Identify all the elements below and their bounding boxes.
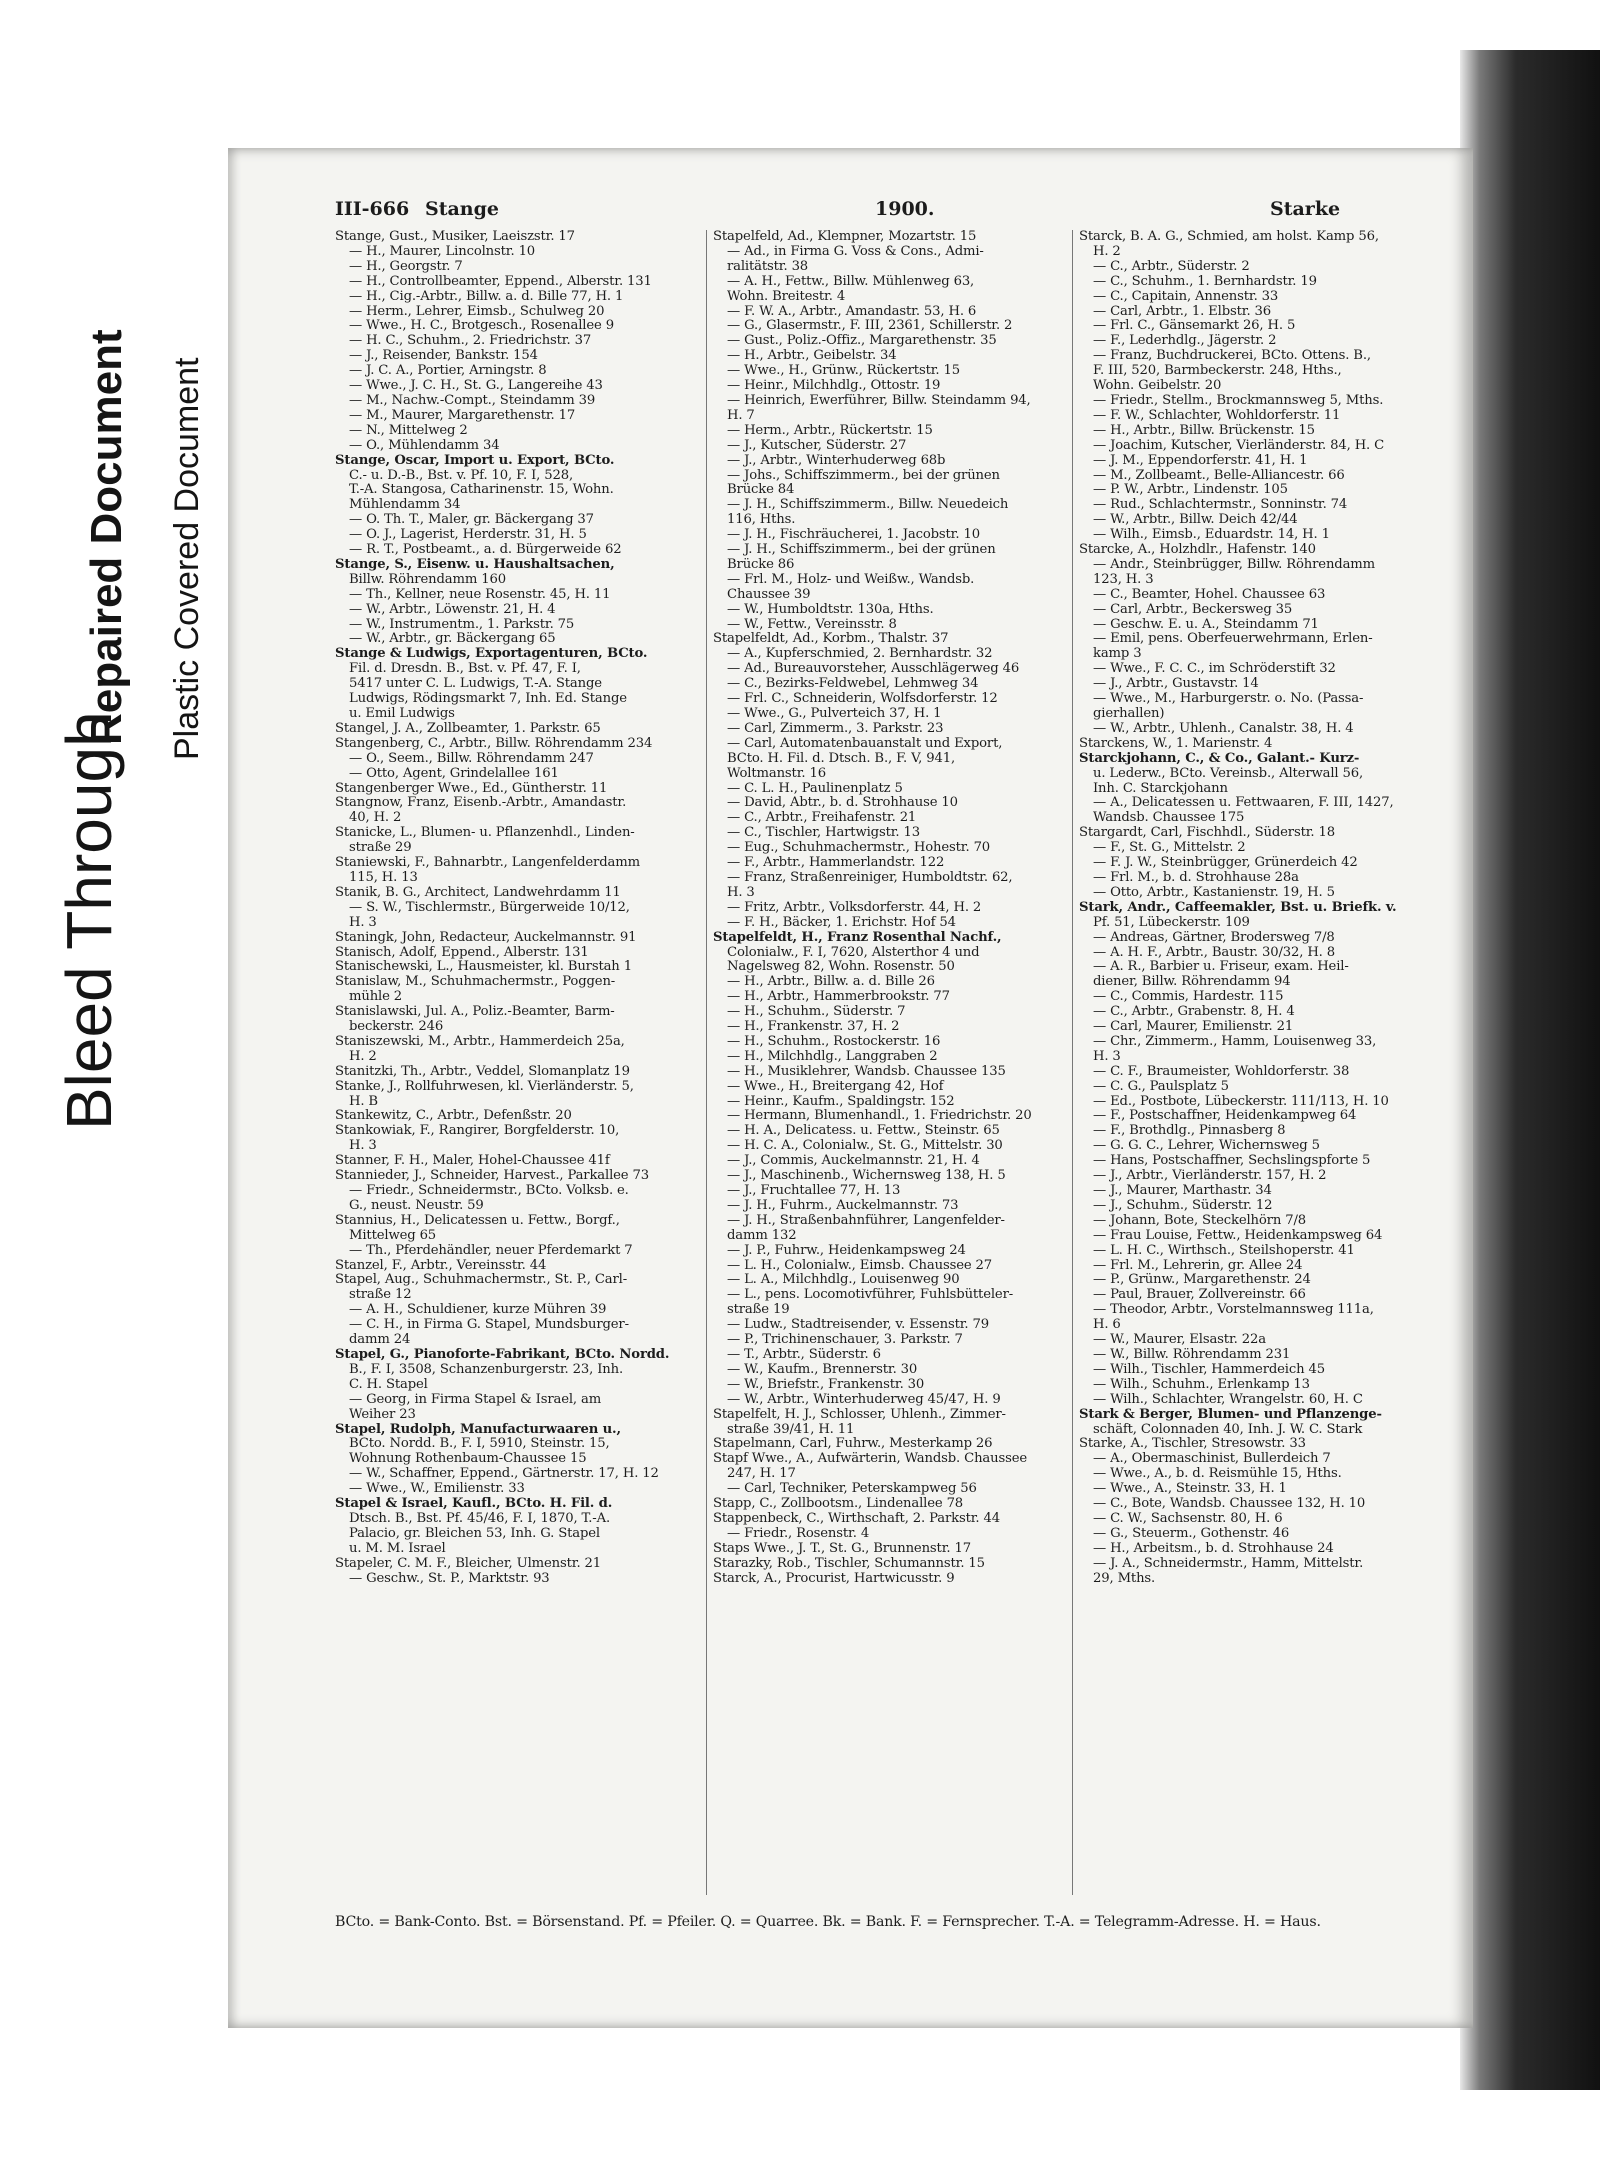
directory-entry-line: Woltmanstr. 16 bbox=[727, 766, 826, 781]
directory-entry-line: — Geschw. E. u. A., Steindamm 71 bbox=[1093, 617, 1319, 632]
directory-entry-line: mühle 2 bbox=[349, 990, 403, 1005]
directory-entry-line: — Frl. C., Gänsemarkt 26, H. 5 bbox=[1093, 319, 1296, 334]
directory-entry-line: straße 19 bbox=[727, 1303, 790, 1318]
directory-entry-line: BCto. H. Fil. d. Dtsch. B., F. V, 941, bbox=[727, 751, 956, 766]
directory-entry-line: Stangel, J. A., Zollbeamter, 1. Parkstr. 65 bbox=[335, 721, 601, 736]
directory-entry-line: — Hans, Postschaffner, Sechslingspforte 5 bbox=[1093, 1154, 1371, 1169]
directory-entry-line: — J., Arbtr., Vierländerstr. 157, H. 2 bbox=[1093, 1169, 1327, 1184]
directory-entry-line: — C. W., Sachsenstr. 80, H. 6 bbox=[1093, 1511, 1283, 1526]
directory-entry-line: — Andreas, Gärtner, Brodersweg 7/8 bbox=[1093, 930, 1335, 945]
directory-entry-line: Stanik, B. G., Architect, Landwehrdamm 11 bbox=[335, 885, 621, 900]
scan-edge-shadow bbox=[1460, 50, 1600, 2090]
directory-entry-line: — Carl, Zimmerm., 3. Parkstr. 23 bbox=[727, 721, 944, 736]
directory-entry-line: — H., Controllbeamter, Eppend., Alberstr. 131 bbox=[349, 274, 652, 289]
directory-entry-line: — Frl. M., Lehrerin, gr. Allee 24 bbox=[1093, 1258, 1303, 1273]
directory-entry-line: Inh. C. Starckjohann bbox=[1093, 781, 1228, 796]
directory-entry-line: — F., Brothdlg., Pinnasberg 8 bbox=[1093, 1124, 1286, 1139]
directory-entry-line: — A., Obermaschinist, Bullerdeich 7 bbox=[1093, 1452, 1331, 1467]
directory-entry-line: damm 132 bbox=[727, 1228, 797, 1243]
directory-entry-line: Starck, B. A. G., Schmied, am holst. Kamp 56, bbox=[1079, 230, 1379, 244]
directory-entry-line: — Otto, Agent, Grindelallee 161 bbox=[349, 766, 559, 781]
plastic-covered-label: Plastic Covered Document bbox=[168, 357, 206, 760]
directory-entry-line: Staniewski, F., Bahnarbtr., Langenfelderdamm bbox=[335, 856, 640, 871]
directory-entry-line: Stappenbeck, C., Wirthschaft, 2. Parkstr. 44 bbox=[713, 1511, 1000, 1526]
directory-entry-line: — Wwe., H., Breitergang 42, Hof bbox=[727, 1079, 944, 1094]
directory-entry-line: — F., Arbtr., Hammerlandstr. 122 bbox=[727, 856, 945, 871]
repaired-document-label: Repaired Document bbox=[82, 329, 131, 745]
directory-entry-line: — C., Bezirks-Feldwebel, Lehmweg 34 bbox=[727, 677, 979, 692]
directory-page bbox=[228, 148, 1473, 2028]
directory-entry-line: straße 12 bbox=[349, 1288, 412, 1303]
directory-entry-line: — J., Kutscher, Süderstr. 27 bbox=[727, 438, 907, 453]
directory-entry-line: Mühlendamm 34 bbox=[349, 498, 461, 513]
directory-entry-line: Stanisch, Adolf, Eppend., Alberstr. 131 bbox=[335, 945, 589, 960]
directory-entry-line: F. III, 520, Barmbeckerstr. 248, Hths., bbox=[1093, 364, 1342, 379]
directory-entry-line: — L. H., Colonialw., Eimsb. Chaussee 27 bbox=[727, 1258, 993, 1273]
directory-entry-line: Wohn. Breitestr. 4 bbox=[727, 289, 846, 304]
directory-entry-line: — J. P., Fuhrw., Heidenkampsweg 24 bbox=[727, 1243, 966, 1258]
directory-entry-line: — W., Maurer, Elsastr. 22a bbox=[1093, 1333, 1266, 1348]
directory-entry-line: diener, Billw. Röhrendamm 94 bbox=[1093, 975, 1291, 990]
directory-entry-line: — M., Maurer, Margarethenstr. 17 bbox=[349, 408, 576, 423]
directory-entry-line: — Ludw., Stadtreisender, v. Essenstr. 79 bbox=[727, 1318, 989, 1333]
directory-entry-line: Billw. Röhrendamm 160 bbox=[349, 572, 506, 587]
directory-entry-line: — O. Th. T., Maler, gr. Bäckergang 37 bbox=[349, 513, 594, 528]
directory-entry-line: — M., Zollbeamt., Belle-Alliancestr. 66 bbox=[1093, 468, 1345, 483]
directory-entry-line: — C. L. H., Paulinenplatz 5 bbox=[727, 781, 903, 796]
directory-entry-line: Palacio, gr. Bleichen 53, Inh. G. Stapel bbox=[349, 1526, 600, 1541]
directory-entry-line: — Th., Kellner, neue Rosenstr. 45, H. 11 bbox=[349, 587, 611, 602]
directory-entry-line: BCto. Nordd. B., F. I, 5910, Steinstr. 15, bbox=[349, 1437, 610, 1452]
directory-entry-line: straße 29 bbox=[349, 841, 412, 856]
directory-entry-line: — F. J. W., Steinbrügger, Grünerdeich 42 bbox=[1093, 856, 1358, 871]
directory-entry-line: Stanicke, L., Blumen- u. Pflanzenhdl., Linden- bbox=[335, 826, 635, 841]
directory-entry-line: — Chr., Zimmerm., Hamm, Louisenweg 33, bbox=[1093, 1034, 1377, 1049]
directory-entry-line: — Wwe., A., Steinstr. 33, H. 1 bbox=[1093, 1482, 1287, 1497]
directory-entry-line: — M., Nachw.-Compt., Steindamm 39 bbox=[349, 393, 596, 408]
directory-entry-line: — Friedr., Schneidermstr., BCto. Volksb. e. bbox=[349, 1184, 629, 1198]
directory-entry-line: Stange, Gust., Musiker, Laeiszstr. 17 bbox=[335, 230, 575, 244]
directory-entry-line: — R. T., Postbeamt., a. d. Bürgerweide 62 bbox=[349, 543, 622, 558]
directory-entry-line: Stark & Berger, Blumen- und Pflanzenge- bbox=[1079, 1407, 1382, 1422]
directory-entry-line: — J. H., Schiffszimmerm., bei der grünen bbox=[727, 543, 996, 558]
directory-entry-line: — J. C. A., Portier, Arningstr. 8 bbox=[349, 364, 547, 379]
directory-entry-line: — W., Arbtr., Löwenstr. 21, H. 4 bbox=[349, 602, 556, 617]
directory-entry-line: Staps Wwe., J. T., St. G., Brunnenstr. 17 bbox=[713, 1541, 971, 1556]
directory-entry-line: G., neust. Neustr. 59 bbox=[349, 1198, 484, 1213]
directory-entry-line: — Ed., Postbote, Lübeckerstr. 111/113, H. 10 bbox=[1093, 1094, 1389, 1109]
header-left-word: Stange bbox=[425, 198, 499, 220]
header-year: 1900. bbox=[875, 198, 935, 220]
directory-entry-line: — C., Beamter, Hohel. Chaussee 63 bbox=[1093, 587, 1326, 602]
directory-entry-line: — N., Mittelweg 2 bbox=[349, 423, 468, 438]
directory-entry-line: Weiher 23 bbox=[349, 1407, 416, 1422]
directory-entry-line: — J., Fruchtallee 77, H. 13 bbox=[727, 1184, 901, 1198]
directory-entry-line: — C. G., Paulsplatz 5 bbox=[1093, 1079, 1229, 1094]
directory-entry-line: — A. H. F., Arbtr., Baustr. 30/32, H. 8 bbox=[1093, 945, 1336, 960]
directory-entry-line: — C., Arbtr., Süderstr. 2 bbox=[1093, 259, 1250, 274]
directory-entry-line: — Rud., Schlachtermstr., Sonninstr. 74 bbox=[1093, 498, 1348, 513]
directory-entry-line: — A. R., Barbier u. Friseur, exam. Heil- bbox=[1093, 960, 1349, 975]
directory-entry-line: Stapelmann, Carl, Fuhrw., Mesterkamp 26 bbox=[713, 1437, 993, 1452]
directory-entry-line: — Fritz, Arbtr., Volksdorferstr. 44, H. 2 bbox=[727, 900, 982, 915]
directory-entry-line: — Wilh., Schlachter, Wrangelstr. 60, H. C bbox=[1093, 1392, 1363, 1407]
directory-entry-line: — Wilh., Tischler, Hammerdeich 45 bbox=[1093, 1362, 1325, 1377]
directory-entry-line: — W., Arbtr., Billw. Deich 42/44 bbox=[1093, 513, 1298, 528]
directory-entry-line: — O. J., Lagerist, Herderstr. 31, H. 5 bbox=[349, 528, 587, 543]
directory-entry-line: — Franz, Straßenreiniger, Humboldtstr. 62, bbox=[727, 870, 1013, 885]
directory-entry-line: ralitätstr. 38 bbox=[727, 259, 809, 274]
directory-entry-line: — W., Billw. Röhrendamm 231 bbox=[1093, 1347, 1291, 1362]
directory-entry-line: — W., Kaufm., Brennerstr. 30 bbox=[727, 1362, 918, 1377]
directory-entry-line: — L. A., Milchhdlg., Louisenweg 90 bbox=[727, 1273, 960, 1288]
directory-entry-line: C. H. Stapel bbox=[349, 1377, 428, 1392]
directory-entry-line: — Wwe., J. C. H., St. G., Langereihe 43 bbox=[349, 379, 603, 394]
directory-entry-line: — Herm., Lehrer, Eimsb., Schulweg 20 bbox=[349, 304, 605, 319]
directory-entry-line: — Friedr., Stellm., Brockmannsweg 5, Mths. bbox=[1093, 393, 1384, 408]
bleed-through-label: Bleed Through bbox=[53, 711, 125, 1130]
directory-entry-line: — G. G. C., Lehrer, Wichernsweg 5 bbox=[1093, 1139, 1320, 1154]
directory-entry-line: — H. A., Delicatess. u. Fettw., Steinstr. 65 bbox=[727, 1124, 1000, 1139]
directory-entry-line: H. 7 bbox=[727, 408, 755, 423]
directory-entry-line: T.-A. Stangosa, Catharinenstr. 15, Wohn. bbox=[349, 483, 614, 498]
directory-entry-line: — Friedr., Rosenstr. 4 bbox=[727, 1526, 870, 1541]
directory-entry-line: — H., Schuhm., Süderstr. 7 bbox=[727, 1005, 906, 1020]
directory-entry-line: — C., Tischler, Hartwigstr. 13 bbox=[727, 826, 920, 841]
directory-entry-line: Stangenberg, C., Arbtr., Billw. Röhrendamm 234 bbox=[335, 736, 653, 751]
directory-entry-line: H. B bbox=[349, 1094, 378, 1109]
directory-entry-line: schäft, Colonnaden 40, Inh. J. W. C. Stark bbox=[1093, 1422, 1363, 1437]
directory-entry-line: — Eug., Schuhmachermstr., Hohestr. 70 bbox=[727, 841, 991, 856]
running-header bbox=[335, 198, 1435, 228]
directory-entry-line: — P., Grünw., Margarethenstr. 24 bbox=[1093, 1273, 1311, 1288]
directory-entry-line: — Wwe., G., Pulverteich 37, H. 1 bbox=[727, 707, 942, 721]
directory-entry-line: Starckens, W., 1. Marienstr. 4 bbox=[1079, 736, 1273, 751]
directory-entry-line: Stange, S., Eisenw. u. Haushaltsachen, bbox=[335, 557, 615, 572]
directory-entry-line: — L. H. C., Wirthsch., Steilshoperstr. 41 bbox=[1093, 1243, 1355, 1258]
directory-entry-line: — H., Musiklehrer, Wandsb. Chaussee 135 bbox=[727, 1064, 1006, 1079]
directory-entry-line: Brücke 84 bbox=[727, 483, 795, 498]
directory-entry-line: B., F. I, 3508, Schanzenburgerstr. 23, Inh. bbox=[349, 1362, 623, 1377]
directory-entry-line: Stapelfelt, H. J., Schlosser, Uhlenh., Zimmer- bbox=[713, 1407, 1006, 1422]
directory-entry-line: — Wwe., M., Harburgerstr. o. No. (Passa- bbox=[1093, 692, 1364, 707]
directory-entry-line: damm 24 bbox=[349, 1333, 411, 1348]
directory-entry-line: Stapp, C., Zollbootsm., Lindenallee 78 bbox=[713, 1497, 964, 1512]
directory-entry-line: Stankewitz, C., Arbtr., Defenßstr. 20 bbox=[335, 1109, 572, 1124]
directory-entry-line: — C., Arbtr., Freihafenstr. 21 bbox=[727, 811, 917, 826]
directory-entry-line: Stannieder, J., Schneider, Harvest., Parkallee 73 bbox=[335, 1169, 649, 1184]
directory-entry-line: — David, Abtr., b. d. Strohhause 10 bbox=[727, 796, 958, 811]
directory-entry-line: Fil. d. Dresdn. B., Bst. v. Pf. 47, F. I, bbox=[349, 662, 581, 677]
directory-entry-line: — Herm., Arbtr., Rückertstr. 15 bbox=[727, 423, 933, 438]
directory-entry-line: — C. F., Braumeister, Wohldorferstr. 38 bbox=[1093, 1064, 1350, 1079]
directory-entry-line: Stapf Wwe., A., Aufwärterin, Wandsb. Chaussee bbox=[713, 1452, 1028, 1467]
directory-entry-line: — F. H., Bäcker, 1. Erichstr. Hof 54 bbox=[727, 915, 956, 930]
directory-entry-line: Stargardt, Carl, Fischhdl., Süderstr. 18 bbox=[1079, 826, 1335, 841]
directory-entry-line: — W., Arbtr., gr. Bäckergang 65 bbox=[349, 632, 556, 647]
directory-entry-line: Pf. 51, Lübeckerstr. 109 bbox=[1093, 915, 1250, 930]
directory-entry-line: Stanner, F. H., Maler, Hohel-Chaussee 41f bbox=[335, 1154, 610, 1169]
directory-entry-line: — W., Schaffner, Eppend., Gärtnerstr. 17, H. 12 bbox=[349, 1467, 659, 1482]
directory-entry-line: — W., Fettw., Vereinsstr. 8 bbox=[727, 617, 897, 632]
directory-entry-line: — Frl. M., Holz- und Weißw., Wandsb. bbox=[727, 572, 975, 587]
directory-entry-line: — J. H., Fuhrm., Auckelmannstr. 73 bbox=[727, 1198, 959, 1213]
directory-entry-line: — C., Commis, Hardestr. 115 bbox=[1093, 990, 1284, 1005]
directory-entry-line: Stapel, G., Pianoforte-Fabrikant, BCto. Nordd. bbox=[335, 1347, 670, 1362]
directory-entry-line: — J., Commis, Auckelmannstr. 21, H. 4 bbox=[727, 1154, 980, 1169]
directory-entry-line: Stark, Andr., Caffeemakler, Bst. u. Briefk. v. bbox=[1079, 900, 1397, 915]
directory-entry-line: Staniszewski, M., Arbtr., Hammerdeich 25a, bbox=[335, 1034, 625, 1049]
directory-entry-line: — F., St. G., Mittelstr. 2 bbox=[1093, 841, 1246, 856]
directory-entry-line: C.- u. D.-B., Bst. v. Pf. 10, F. I, 528, bbox=[349, 468, 574, 483]
directory-entry-line: — W., Instrumentm., 1. Parkstr. 75 bbox=[349, 617, 575, 632]
directory-entry-line: 115, H. 13 bbox=[349, 870, 418, 885]
directory-entry-line: Stange, Oscar, Import u. Export, BCto. bbox=[335, 453, 615, 468]
directory-entry-line: — Heinr., Milchhdlg., Ottostr. 19 bbox=[727, 379, 941, 394]
directory-entry-line: Stange & Ludwigs, Exportagenturen, BCto. bbox=[335, 647, 648, 662]
directory-entry-line: Nagelsweg 82, Wohn. Rosenstr. 50 bbox=[727, 960, 955, 975]
directory-entry-line: — Carl, Automatenbauanstalt und Export, bbox=[727, 736, 1003, 751]
directory-entry-line: — P., Trichinenschauer, 3. Parkstr. 7 bbox=[727, 1333, 963, 1348]
directory-entry-line: Stanislawski, Jul. A., Poliz.-Beamter, Barm- bbox=[335, 1005, 615, 1020]
directory-entry-line: Stangnow, Franz, Eisenb.-Arbtr., Amandastr. bbox=[335, 796, 627, 811]
directory-entry-line: — Frl. M., b. d. Strohhause 28a bbox=[1093, 870, 1299, 885]
directory-entry-line: — Wwe., F. C. C., im Schröderstift 32 bbox=[1093, 662, 1336, 677]
directory-entry-line: Dtsch. B., Bst. Pf. 45/46, F. I, 1870, T.-A. bbox=[349, 1511, 611, 1526]
abbreviation-legend: BCto. = Bank-Conto. Bst. = Börsenstand. Pf. = Pfeiler. Q. = Quarree. Bk. = Bank. F. = Fernsprecher. T.-A. = Telegramm-Adresse. H. = Haus. bbox=[335, 1914, 1321, 1930]
page-number: III-666 bbox=[335, 198, 410, 220]
directory-entry-line: — J., Schuhm., Süderstr. 12 bbox=[1093, 1198, 1273, 1213]
directory-entry-line: beckerstr. 246 bbox=[349, 1020, 444, 1035]
directory-entry-line: Stapelfeld, Ad., Klempner, Mozartstr. 15 bbox=[713, 230, 977, 244]
directory-entry-line: — Paul, Brauer, Zollvereinstr. 66 bbox=[1093, 1288, 1306, 1303]
directory-entry-line: H. 3 bbox=[349, 915, 377, 930]
directory-entry-line: Staningk, John, Redacteur, Auckelmannstr. 91 bbox=[335, 930, 637, 945]
directory-entry-line: — F., Lederhdlg., Jägerstr. 2 bbox=[1093, 334, 1277, 349]
directory-entry-line: Stapel & Israel, Kaufl., BCto. H. Fil. d. bbox=[335, 1497, 613, 1512]
directory-entry-line: — H., Maurer, Lincolnstr. 10 bbox=[349, 244, 536, 259]
directory-entry-line: — J. H., Straßenbahnführer, Langenfelder- bbox=[727, 1213, 1005, 1228]
directory-entry-line: straße 39/41, H. 11 bbox=[727, 1422, 855, 1437]
directory-entry-line: Stapelfeldt, Ad., Korbm., Thalstr. 37 bbox=[713, 632, 949, 647]
directory-entry-line: — H. C. A., Colonialw., St. G., Mittelstr. 30 bbox=[727, 1139, 1003, 1154]
directory-entry-line: Stapeler, C. M. F., Bleicher, Ulmenstr. 21 bbox=[335, 1556, 602, 1571]
directory-entry-line: 116, Hths. bbox=[727, 513, 796, 528]
directory-entry-line: — Joachim, Kutscher, Vierländerstr. 84, H. C bbox=[1093, 438, 1385, 453]
directory-entry-line: — C., Arbtr., Grabenstr. 8, H. 4 bbox=[1093, 1005, 1295, 1020]
directory-entry-line: — J. H., Fischräucherei, 1. Jacobstr. 10 bbox=[727, 528, 980, 543]
directory-entry-line: H. 3 bbox=[1093, 1049, 1121, 1064]
directory-entry-line: — J., Maschinenb., Wichernsweg 138, H. 5 bbox=[727, 1169, 1006, 1184]
directory-entry-line: gierhallen) bbox=[1093, 707, 1165, 721]
directory-entry-line: — Wilh., Eimsb., Eduardstr. 14, H. 1 bbox=[1093, 528, 1330, 543]
directory-entry-line: — H., Georgstr. 7 bbox=[349, 259, 463, 274]
directory-entry-line: 123, H. 3 bbox=[1093, 572, 1154, 587]
directory-entry-line: — Carl, Maurer, Emilienstr. 21 bbox=[1093, 1020, 1294, 1035]
directory-entry-line: — J. H., Schiffszimmerm., Billw. Neuedeich bbox=[727, 498, 1009, 513]
directory-columns bbox=[335, 230, 1435, 1895]
directory-entry-line: — Ad., Bureauvorsteher, Ausschlägerweg 46 bbox=[727, 662, 1020, 677]
directory-entry-line: — Johs., Schiffszimmerm., bei der grünen bbox=[727, 468, 1000, 483]
directory-entry-line: — C., Capitain, Annenstr. 33 bbox=[1093, 289, 1279, 304]
directory-entry-line: 40, H. 2 bbox=[349, 811, 402, 826]
directory-entry-line: Stanitzki, Th., Arbtr., Veddel, Slomanplatz 19 bbox=[335, 1064, 630, 1079]
directory-entry-line: Stangenberger Wwe., Ed., Güntherstr. 11 bbox=[335, 781, 608, 796]
directory-entry-line: — Th., Pferdehändler, neuer Pferdemarkt 7 bbox=[349, 1243, 633, 1258]
directory-entry-line: Stankowiak, F., Rangirer, Borgfelderstr. 10, bbox=[335, 1124, 620, 1139]
directory-entry-line: — H., Schuhm., Rostockerstr. 16 bbox=[727, 1034, 941, 1049]
directory-entry-line: — G., Steuerm., Gothenstr. 46 bbox=[1093, 1526, 1290, 1541]
directory-entry-line: — H. C., Schuhm., 2. Friedrichstr. 37 bbox=[349, 334, 592, 349]
directory-entry-line: Stanischewski, L., Hausmeister, kl. Burstah 1 bbox=[335, 960, 632, 975]
directory-entry-line: 247, H. 17 bbox=[727, 1467, 796, 1482]
directory-entry-line: — Franz, Buchdruckerei, BCto. Ottens. B., bbox=[1093, 349, 1371, 364]
directory-entry-line: Starck, A., Procurist, Hartwicusstr. 9 bbox=[713, 1571, 955, 1586]
directory-entry-line: — A., Kupferschmied, 2. Bernhardstr. 32 bbox=[727, 647, 993, 662]
directory-entry-line: H. 3 bbox=[727, 885, 755, 900]
directory-entry-line: — H., Arbtr., Hammerbrookstr. 77 bbox=[727, 990, 950, 1005]
directory-column-3 bbox=[1072, 230, 1435, 1895]
directory-entry-line: H. 3 bbox=[349, 1139, 377, 1154]
directory-entry-line: H. 2 bbox=[349, 1049, 377, 1064]
directory-entry-line: — H., Milchhdlg., Langgraben 2 bbox=[727, 1049, 938, 1064]
directory-entry-line: — Heinrich, Ewerführer, Billw. Steindamm 94, bbox=[727, 393, 1031, 408]
directory-entry-line: — J., Reisender, Bankstr. 154 bbox=[349, 349, 538, 364]
directory-entry-line: Wohnung Rothenbaum-Chaussee 15 bbox=[349, 1452, 587, 1467]
directory-entry-line: — C., Bote, Wandsb. Chaussee 132, H. 10 bbox=[1093, 1497, 1366, 1512]
directory-entry-line: — H., Arbtr., Billw. a. d. Bille 26 bbox=[727, 975, 935, 990]
directory-entry-line: — Emil, pens. Oberfeuerwehrmann, Erlen- bbox=[1093, 632, 1373, 647]
directory-entry-line: — Andr., Steinbrügger, Billw. Röhrendamm bbox=[1093, 557, 1376, 572]
directory-entry-line: — Wwe., H. C., Brotgesch., Rosenallee 9 bbox=[349, 319, 614, 334]
directory-entry-line: H. 2 bbox=[1093, 244, 1121, 259]
directory-entry-line: — Carl, Techniker, Peterskampweg 56 bbox=[727, 1482, 977, 1497]
directory-entry-line: Stapel, Aug., Schuhmachermstr., St. P., Carl- bbox=[335, 1273, 628, 1288]
directory-entry-line: — Ad., in Firma G. Voss & Cons., Admi- bbox=[727, 244, 984, 259]
directory-entry-line: — O., Seem., Billw. Röhrendamm 247 bbox=[349, 751, 594, 766]
directory-entry-line: Stapelfeldt, H., Franz Rosenthal Nachf., bbox=[713, 930, 1002, 945]
directory-entry-line: Mittelweg 65 bbox=[349, 1228, 437, 1243]
directory-entry-line: H. 6 bbox=[1093, 1318, 1121, 1333]
directory-entry-line: Colonialw., F. I, 7620, Alsterthor 4 und bbox=[727, 945, 980, 960]
directory-entry-line: — L., pens. Locomotivführer, Fuhlsbütteler- bbox=[727, 1288, 1014, 1303]
directory-entry-line: — G., Glasermstr., F. III, 2361, Schillerstr. 2 bbox=[727, 319, 1013, 334]
directory-entry-line: — J., Maurer, Marthastr. 34 bbox=[1093, 1184, 1272, 1198]
directory-entry-line: — Carl, Arbtr., 1. Elbstr. 36 bbox=[1093, 304, 1272, 319]
directory-entry-line: — Frl. C., Schneiderin, Wolfsdorferstr. 12 bbox=[727, 692, 998, 707]
directory-entry-line: — H., Frankenstr. 37, H. 2 bbox=[727, 1020, 900, 1035]
directory-entry-line: — S. W., Tischlermstr., Bürgerweide 10/12, bbox=[349, 900, 630, 915]
directory-entry-line: — Gust., Poliz.-Offiz., Margarethenstr. 35 bbox=[727, 334, 997, 349]
directory-entry-line: — J. M., Eppendorferstr. 41, H. 1 bbox=[1093, 453, 1308, 468]
directory-entry-line: — J., Arbtr., Gustavstr. 14 bbox=[1093, 677, 1259, 692]
directory-entry-line: Wandsb. Chaussee 175 bbox=[1093, 811, 1245, 826]
directory-column-2 bbox=[706, 230, 1069, 1895]
directory-entry-line: — J., Arbtr., Winterhuderweg 68b bbox=[727, 453, 946, 468]
directory-entry-line: — W., Briefstr., Frankenstr. 30 bbox=[727, 1377, 925, 1392]
directory-entry-line: — H., Arbtr., Geibelstr. 34 bbox=[727, 349, 897, 364]
directory-entry-line: 5417 unter C. L. Ludwigs, T.-A. Stange bbox=[349, 677, 602, 692]
directory-entry-line: kamp 3 bbox=[1093, 647, 1142, 662]
directory-entry-line: Stanke, J., Rollfuhrwesen, kl. Vierländerstr. 5, bbox=[335, 1079, 634, 1094]
directory-entry-line: Stannius, H., Delicatessen u. Fettw., Borgf., bbox=[335, 1213, 620, 1228]
directory-column-1 bbox=[335, 230, 697, 1895]
directory-entry-line: Starke, A., Tischler, Stresowstr. 33 bbox=[1079, 1437, 1306, 1452]
directory-entry-line: — P. W., Arbtr., Lindenstr. 105 bbox=[1093, 483, 1288, 498]
directory-entry-line: u. Emil Ludwigs bbox=[349, 707, 455, 721]
directory-entry-line: 29, Mths. bbox=[1093, 1571, 1156, 1586]
directory-entry-line: — Hermann, Blumenhandl., 1. Friedrichstr. 20 bbox=[727, 1109, 1032, 1124]
directory-entry-line: — J. A., Schneidermstr., Hamm, Mittelstr. bbox=[1093, 1556, 1364, 1571]
directory-entry-line: Starcke, A., Holzhdlr., Hafenstr. 140 bbox=[1079, 543, 1316, 558]
directory-entry-line: — A. H., Fettw., Billw. Mühlenweg 63, bbox=[727, 274, 975, 289]
directory-entry-line: — W., Arbtr., Winterhuderweg 45/47, H. 9 bbox=[727, 1392, 1001, 1407]
directory-entry-line: Brücke 86 bbox=[727, 557, 795, 572]
directory-entry-line: — H., Arbtr., Billw. Brückenstr. 15 bbox=[1093, 423, 1315, 438]
directory-entry-line: Starckjohann, C., & Co., Galant.- Kurz- bbox=[1079, 751, 1360, 766]
directory-entry-line: — Georg, in Firma Stapel & Israel, am bbox=[349, 1392, 602, 1407]
directory-entry-line: — C. H., in Firma G. Stapel, Mundsburger- bbox=[349, 1318, 629, 1333]
header-right-word: Starke bbox=[1270, 198, 1341, 220]
directory-entry-line: — A., Delicatessen u. Fettwaaren, F. III, 1427, bbox=[1093, 796, 1394, 811]
directory-entry-line: — C., Schuhm., 1. Bernhardstr. 19 bbox=[1093, 274, 1317, 289]
directory-entry-line: — Johann, Bote, Steckelhörn 7/8 bbox=[1093, 1213, 1306, 1228]
directory-entry-line: — Wwe., A., b. d. Reismühle 15, Hths. bbox=[1093, 1467, 1342, 1482]
directory-entry-line: — H., Cig.-Arbtr., Billw. a. d. Bille 77, H. 1 bbox=[349, 289, 624, 304]
directory-entry-line: Stanislaw, M., Schuhmachermstr., Poggen- bbox=[335, 975, 616, 990]
directory-entry-line: — Heinr., Kaufm., Spaldingstr. 152 bbox=[727, 1094, 955, 1109]
directory-entry-line: Stapel, Rudolph, Manufacturwaaren u., bbox=[335, 1422, 621, 1437]
directory-entry-line: — T., Arbtr., Süderstr. 6 bbox=[727, 1347, 881, 1362]
directory-entry-line: — F. W. A., Arbtr., Amandastr. 53, H. 6 bbox=[727, 304, 977, 319]
directory-entry-line: — Wwe., W., Emilienstr. 33 bbox=[349, 1482, 525, 1497]
directory-entry-line: — O., Mühlendamm 34 bbox=[349, 438, 500, 453]
directory-entry-line: Stanzel, F., Arbtr., Vereinsstr. 44 bbox=[335, 1258, 547, 1273]
directory-entry-line: — Wwe., H., Grünw., Rückertstr. 15 bbox=[727, 364, 960, 379]
directory-entry-line: — W., Humboldtstr. 130a, Hths. bbox=[727, 602, 934, 617]
directory-entry-line: Ludwigs, Rödingsmarkt 7, Inh. Ed. Stange bbox=[349, 692, 627, 707]
directory-entry-line: u. Lederw., BCto. Vereinsb., Alterwall 56, bbox=[1093, 766, 1364, 781]
directory-entry-line: — Frau Louise, Fettw., Heidenkampsweg 64 bbox=[1093, 1228, 1383, 1243]
page-content bbox=[335, 198, 1435, 1978]
directory-entry-line: — Theodor, Arbtr., Vorstelmannsweg 111a, bbox=[1093, 1303, 1374, 1318]
directory-entry-line: Starazky, Rob., Tischler, Schumannstr. 15 bbox=[713, 1556, 985, 1571]
directory-entry-line: u. M. M. Israel bbox=[349, 1541, 446, 1556]
directory-entry-line: — W., Arbtr., Uhlenh., Canalstr. 38, H. 4 bbox=[1093, 721, 1354, 736]
directory-entry-line: — H., Arbeitsm., b. d. Strohhause 24 bbox=[1093, 1541, 1334, 1556]
directory-entry-line: — Geschw., St. P., Marktstr. 93 bbox=[349, 1571, 550, 1586]
directory-entry-line: Chaussee 39 bbox=[727, 587, 811, 602]
directory-entry-line: — Otto, Arbtr., Kastanienstr. 19, H. 5 bbox=[1093, 885, 1335, 900]
directory-entry-line: — F., Postschaffner, Heidenkampweg 64 bbox=[1093, 1109, 1357, 1124]
directory-entry-line: — Carl, Arbtr., Beckersweg 35 bbox=[1093, 602, 1293, 617]
directory-entry-line: — A. H., Schuldiener, kurze Mühren 39 bbox=[349, 1303, 607, 1318]
directory-entry-line: Wohn. Geibelstr. 20 bbox=[1093, 379, 1222, 394]
directory-entry-line: — Wilh., Schuhm., Erlenkamp 13 bbox=[1093, 1377, 1310, 1392]
directory-entry-line: — F. W., Schlachter, Wohldorferstr. 11 bbox=[1093, 408, 1341, 423]
